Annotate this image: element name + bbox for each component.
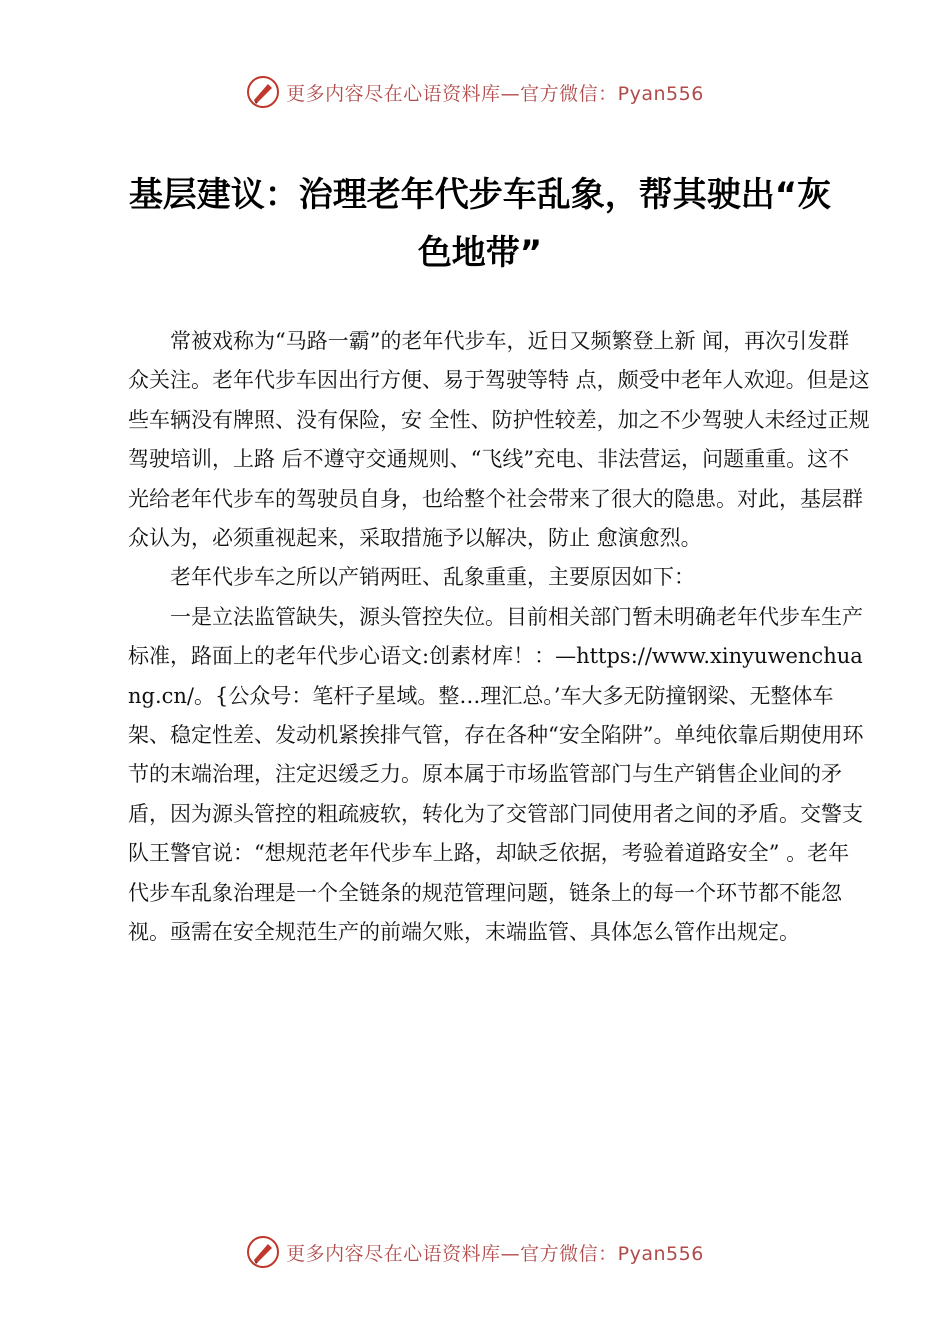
pen-logo-icon [246, 1235, 280, 1269]
paragraph-3: 一是立法监管缺失，源头管控失位。目前相关部门暂未明确老年代步车生产标准，路面上的老年代步心语文:创素材库！：—https://www.xinyuwenchuang.cn/。{公众号：笔杆子星域。整…理汇总。’车大多无防撞钢梁、无整体车架、稳定性差、发动机紧挨排气管，存在各种“安全陷阱”。单纯依靠后期使用环节的末端治理，注定迟缓乏力。原本属于市场监管部门与生产销售企业间的矛盾，因为源头管控的粗疏疲软，转化为了交管部门同使用者之间的矛盾。交警支队王警官说：“想规范老年代步车上路，却缺乏依据，考验着道路安全” 。老年代步车乱象治理是一个全链条的规范管理问题，链条上的每一个环节都不能忽视。亟需在安全规范生产的前端欠账，末端监管、具体怎么管作出规定。 [128, 604, 864, 945]
article-title: 基层建议：治理老年代步车乱象，帮其驶出“灰色地带” [128, 175, 832, 273]
banner-text: 更多内容尽在心语资料库—官方微信：Pyan556 [286, 1242, 704, 1265]
banner-text: 更多内容尽在心语资料库—官方微信：Pyan556 [286, 82, 704, 105]
paragraph-2: 老年代步车之所以产销两旺、乱象重重，主要原因如下： [170, 565, 695, 590]
article-body [128, 322, 870, 953]
footer-banner [0, 1230, 950, 1274]
header-banner [0, 70, 950, 114]
paragraph-1: 常被戏称为“马路一霸”的老年代步车，近日又频繁登上新 闻，再次引发群众关注。老年代步车因出行方便、易于驾驶等特 点，颇受中老年人欢迎。但是这些车辆没有牌照、没有保险，安 全性、防护性较差，加之不少驾驶人未经过正规驾驶培训，上路 后不遵守交通规则、“飞线”充电、非法营运，问题重重。这不 光给老年代步车的驾驶员自身，也给整个社会带来了很大的隐患。对此，基层群众认为，必须重视起来，采取措施予以解决，防止 愈演愈烈。 [128, 329, 870, 551]
pen-logo-icon [246, 75, 280, 109]
